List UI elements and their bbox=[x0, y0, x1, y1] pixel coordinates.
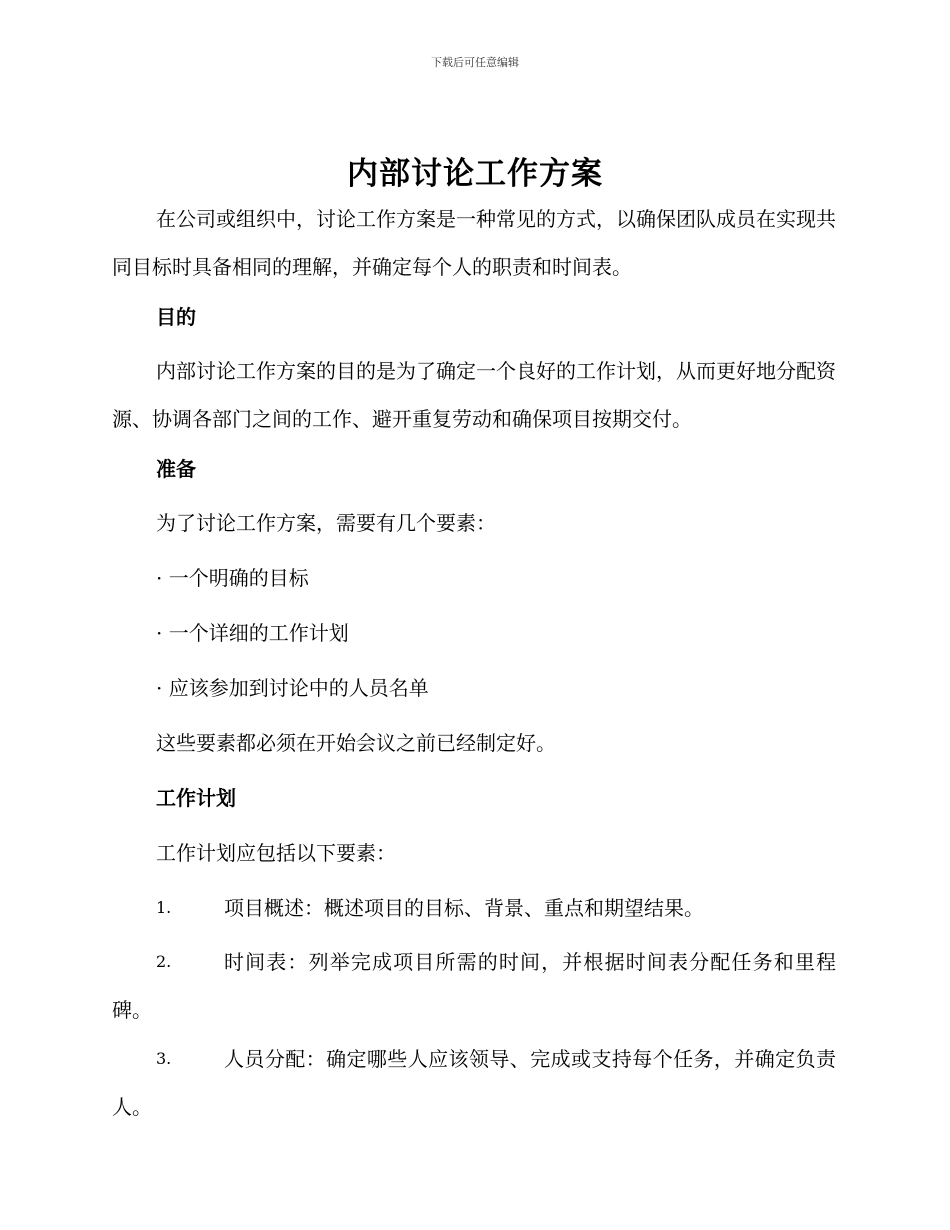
item-number: 1. bbox=[156, 898, 172, 917]
item-text: 项目概述：概述项目的目标、背景、重点和期望结果。 bbox=[224, 896, 704, 920]
purpose-heading: 目的 bbox=[156, 305, 196, 329]
item-number: 3. bbox=[156, 1049, 172, 1068]
intro-paragraph: 在公司或组织中，讨论工作方案是一种常见的方式，以确保团队成员在实现共同目标时具备相同的理解，并确定每个人的职责和时间表。 bbox=[112, 207, 836, 279]
numbered-item bbox=[112, 938, 836, 1034]
item-text: 时间表：列举完成项目所需的时间，并根据时间表分配任务和里程碑。 bbox=[112, 950, 836, 1022]
preparation-lead: 为了讨论工作方案，需要有几个要素： bbox=[156, 511, 496, 535]
item-text: 人员分配：确定哪些人应该领导、完成或支持每个任务，并确定负责人。 bbox=[112, 1047, 836, 1119]
document-title: 内部讨论工作方案 bbox=[347, 156, 603, 192]
work-plan-heading: 工作计划 bbox=[156, 786, 236, 810]
work-plan-lead: 工作计划应包括以下要素： bbox=[156, 841, 396, 865]
preparation-closing: 这些要素都必须在开始会议之前已经制定好。 bbox=[156, 731, 556, 755]
header-note: 下载后可任意编辑 bbox=[431, 56, 519, 69]
purpose-paragraph: 内部讨论工作方案的目的是为了确定一个良好的工作计划，从而更好地分配资源、协调各部门之间的工作、避开重复劳动和确保项目按期交付。 bbox=[112, 359, 836, 431]
bullet-item: · 应该参加到讨论中的人员名单 bbox=[156, 676, 429, 700]
bullet-item: · 一个明确的目标 bbox=[156, 566, 309, 590]
bullet-item: · 一个详细的工作计划 bbox=[156, 621, 349, 645]
preparation-heading: 准备 bbox=[156, 457, 196, 481]
numbered-item bbox=[112, 884, 836, 932]
item-number: 2. bbox=[156, 952, 172, 971]
numbered-item bbox=[112, 1035, 836, 1131]
